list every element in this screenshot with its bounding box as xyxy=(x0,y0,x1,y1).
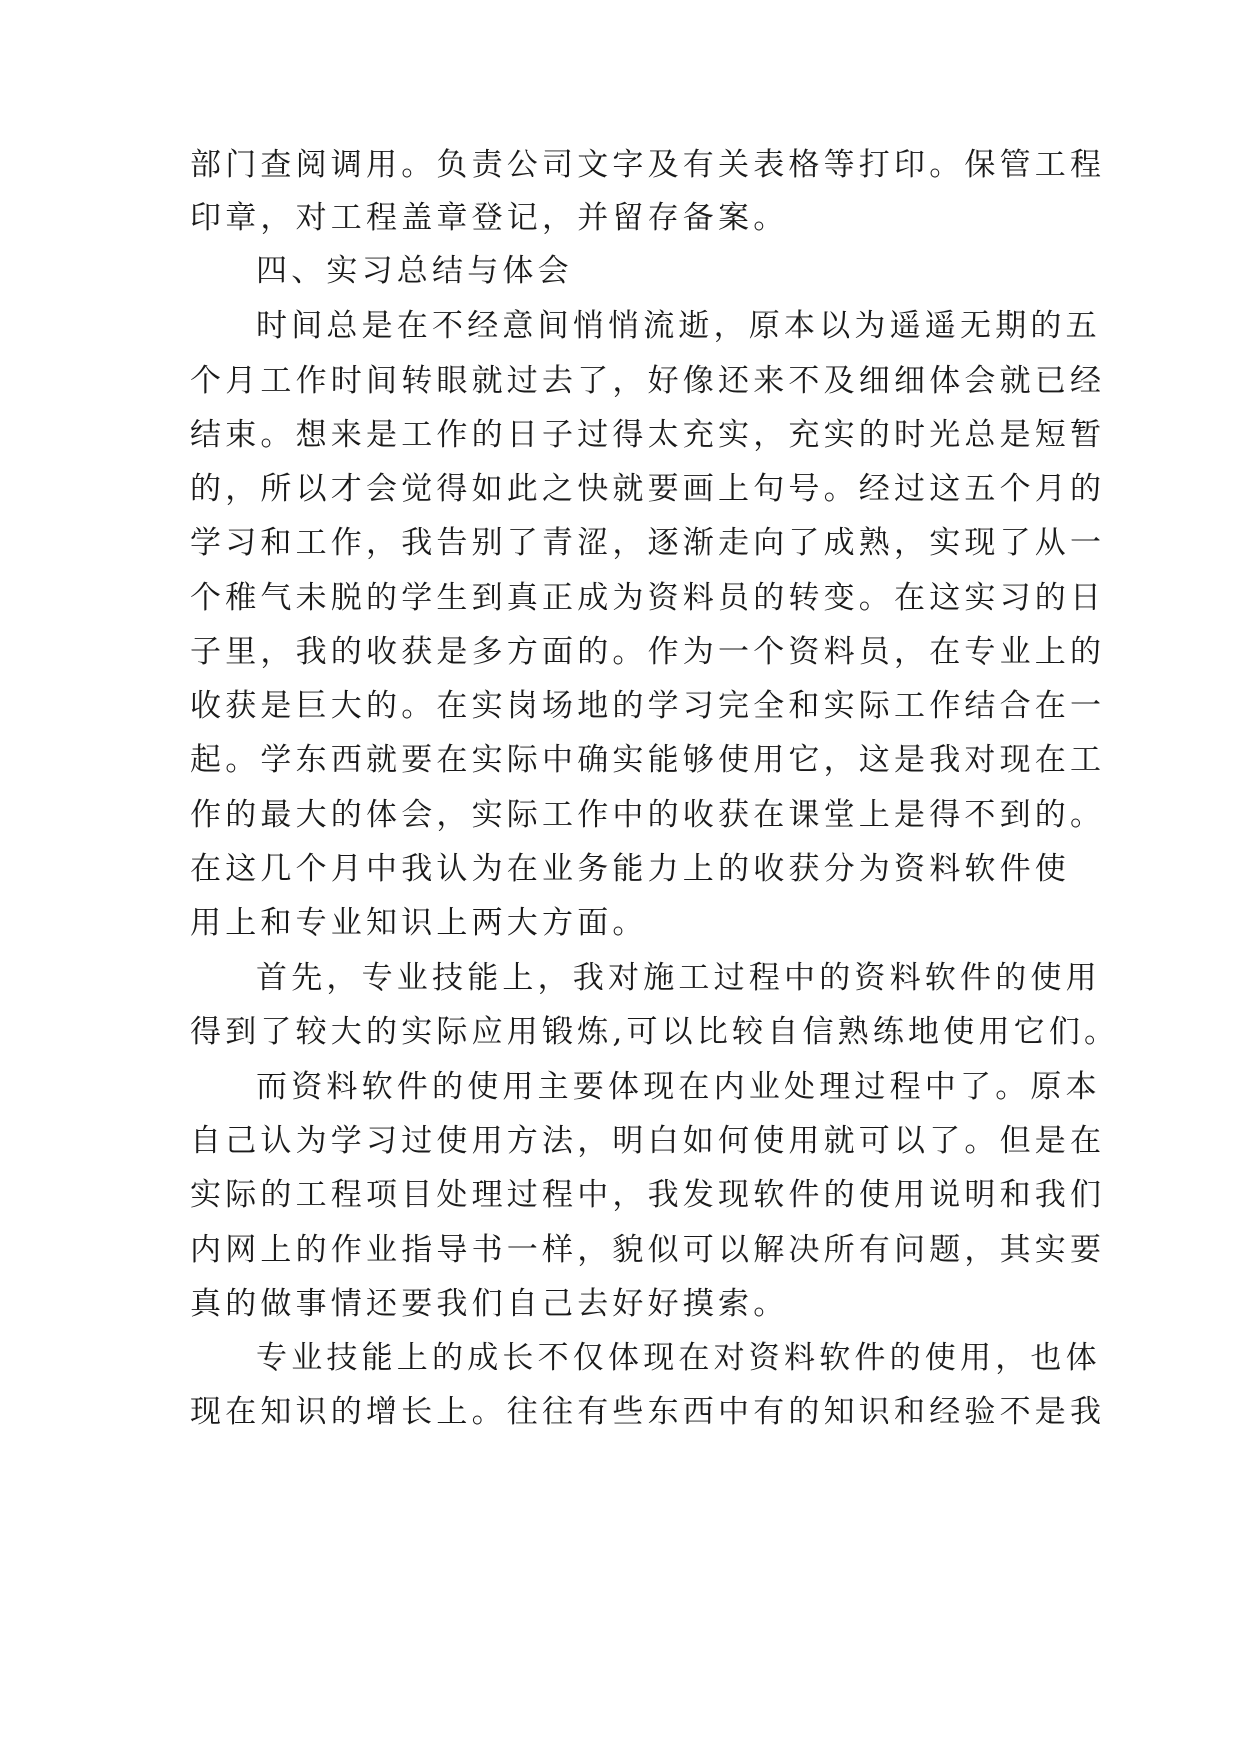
text-line: 时间总是在不经意间悄悄流逝，原本以为遥遥无期的五 xyxy=(256,308,1101,344)
text-line: 的，所以才会觉得如此之快就要画上句号。经过这五个月的 xyxy=(190,471,1106,507)
text-line: 子里，我的收获是多方面的。作为一个资料员，在专业上的 xyxy=(190,634,1106,670)
text-line: 实际的工程项目处理过程中，我发现软件的使用说明和我们 xyxy=(190,1177,1106,1213)
text-line: 个月工作时间转眼就过去了，好像还来不及细细体会就已经 xyxy=(190,363,1106,399)
text-line: 而资料软件的使用主要体现在内业处理过程中了。原本 xyxy=(256,1069,1101,1105)
text-line: 用上和专业知识上两大方面。 xyxy=(190,905,648,941)
text-line: 内网上的作业指导书一样，貌似可以解决所有问题，其实要 xyxy=(190,1232,1106,1268)
text-line: 得到了较大的实际应用锻炼,可以比较自信熟练地使用它们。 xyxy=(190,1014,1120,1050)
text-line: 在这几个月中我认为在业务能力上的收获分为资料软件使 xyxy=(190,851,1070,887)
text-line: 真的做事情还要我们自己去好好摸索。 xyxy=(190,1286,789,1322)
text-line: 印章，对工程盖章登记，并留存备案。 xyxy=(190,200,789,236)
text-line: 结束。想来是工作的日子过得太充实，充实的时光总是短暂 xyxy=(190,417,1106,453)
text-line: 专业技能上的成长不仅体现在对资料软件的使用，也体 xyxy=(256,1340,1101,1376)
text-line: 收获是巨大的。在实岗场地的学习完全和实际工作结合在一 xyxy=(190,688,1106,724)
text-line: 学习和工作，我告别了青涩，逐渐走向了成熟，实现了从一 xyxy=(190,525,1106,561)
section-heading: 四、实习总结与体会 xyxy=(256,253,573,289)
text-line: 个稚气未脱的学生到真正成为资料员的转变。在这实习的日 xyxy=(190,580,1106,616)
text-line: 部门查阅调用。负责公司文字及有关表格等打印。保管工程 xyxy=(190,147,1106,183)
text-line: 首先，专业技能上，我对施工过程中的资料软件的使用 xyxy=(256,960,1101,996)
text-line: 现在知识的增长上。往往有些东西中有的知识和经验不是我 xyxy=(190,1394,1106,1430)
text-line: 自己认为学习过使用方法，明白如何使用就可以了。但是在 xyxy=(190,1123,1106,1159)
text-line: 起。学东西就要在实际中确实能够使用它，这是我对现在工 xyxy=(190,742,1106,778)
text-line: 作的最大的体会，实际工作中的收获在课堂上是得不到的。 xyxy=(190,797,1106,833)
